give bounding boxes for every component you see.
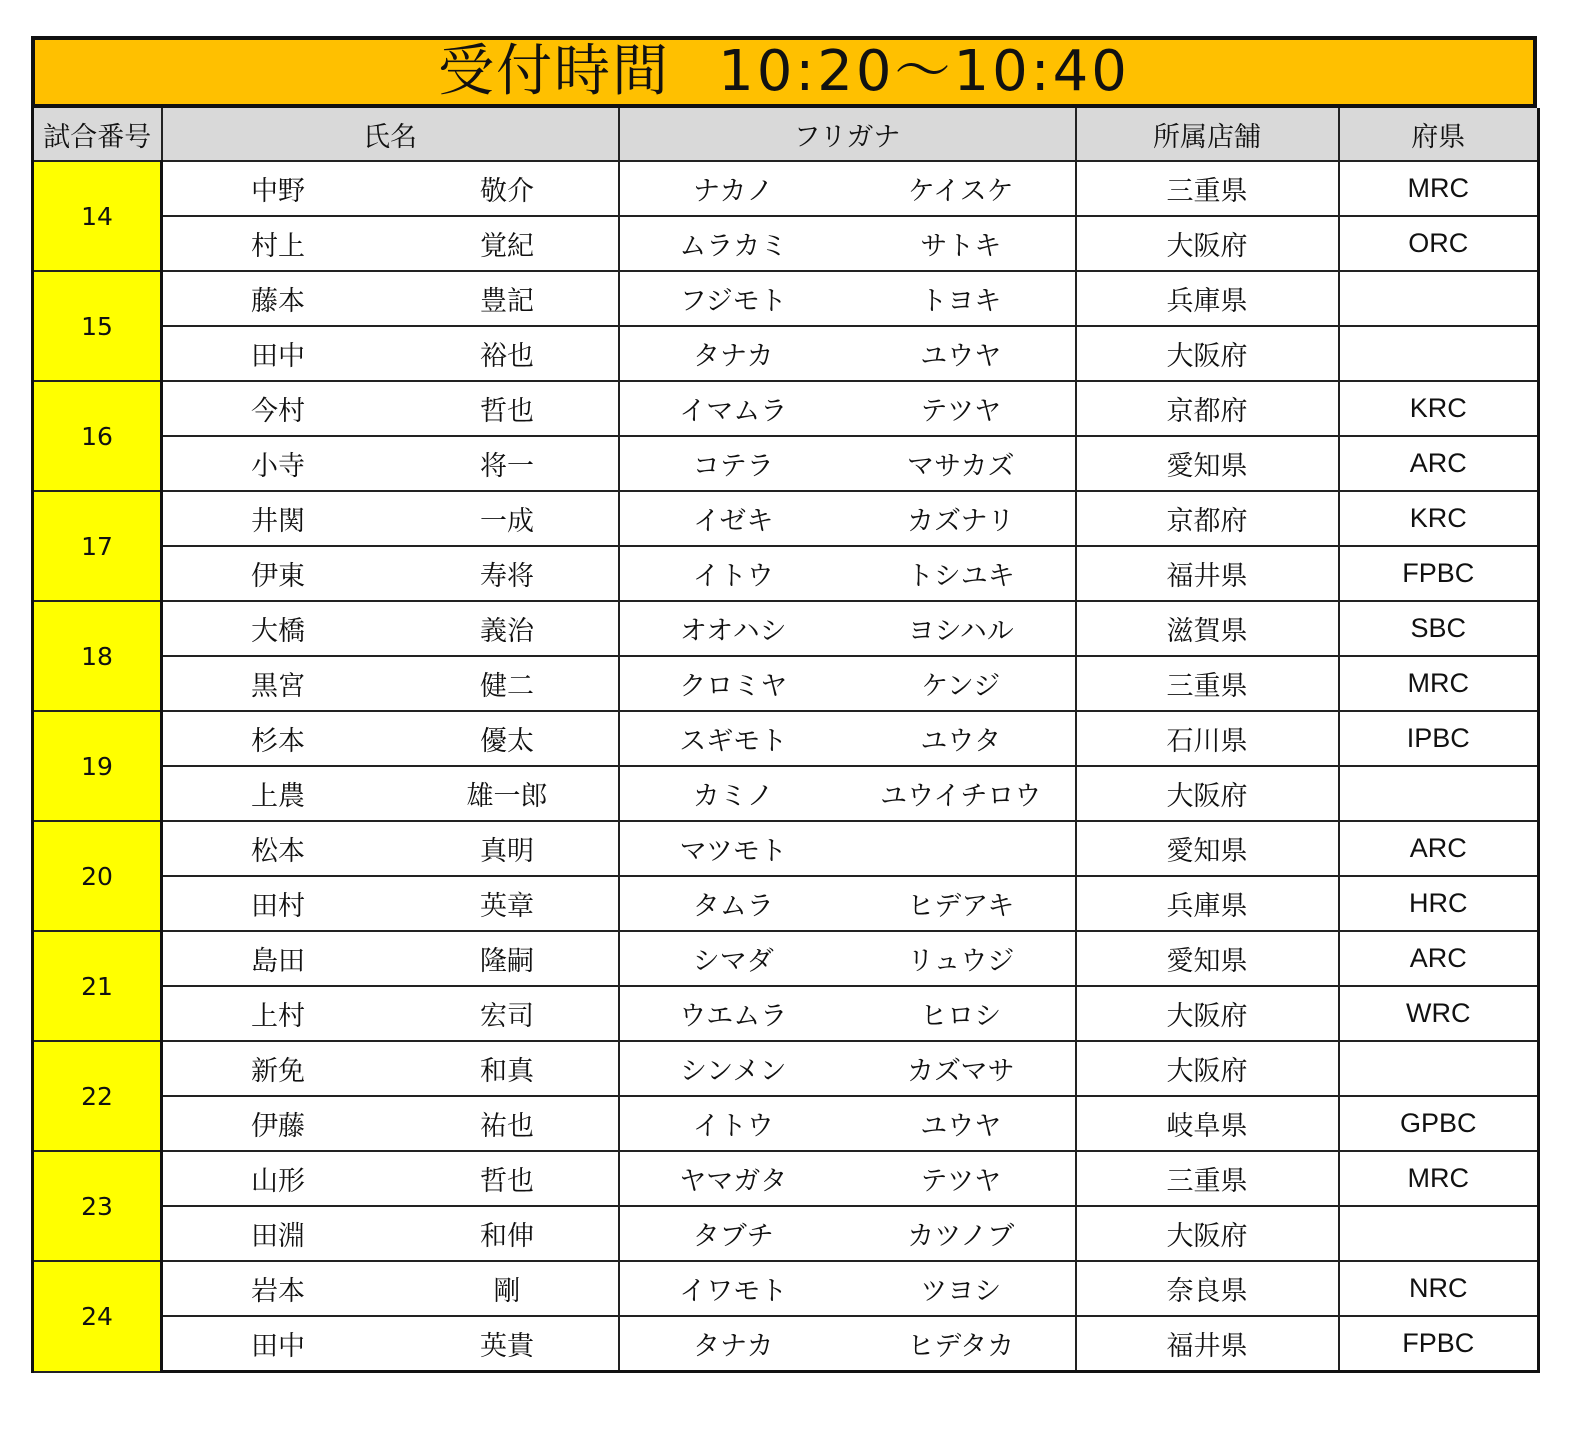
kana-given: テツヤ xyxy=(920,1166,1002,1197)
title-label: 受付時間 xyxy=(438,39,671,104)
table-body xyxy=(33,161,1539,1372)
kana-given: ヒロシ xyxy=(920,1001,1002,1032)
table-row xyxy=(33,821,1539,876)
family-name: 田中 xyxy=(251,341,305,372)
table-row xyxy=(33,711,1539,766)
family-name: 新免 xyxy=(251,1056,305,1087)
kana-given: トヨキ xyxy=(920,286,1002,317)
table-row xyxy=(33,986,1539,1041)
given-name: 和真 xyxy=(480,1056,534,1087)
given-name: 和伸 xyxy=(480,1221,534,1252)
furigana-cell xyxy=(619,381,1076,436)
kana-family: スギモト xyxy=(679,726,788,757)
kana-family: コテラ xyxy=(692,451,774,482)
family-name: 井関 xyxy=(251,506,305,537)
given-name: 英貴 xyxy=(480,1331,534,1362)
furigana-cell xyxy=(619,766,1076,821)
name-cell xyxy=(162,1041,619,1096)
prefecture-cell: FPBC xyxy=(1339,546,1539,601)
prefecture-cell: SBC xyxy=(1339,601,1539,656)
given-name: 隆嗣 xyxy=(480,946,534,977)
family-name: 田中 xyxy=(251,1331,305,1362)
kana-family: タムラ xyxy=(692,891,774,922)
furigana-cell xyxy=(619,491,1076,546)
given-name: 敬介 xyxy=(480,176,534,207)
store-cell: 大阪府 xyxy=(1076,216,1339,271)
given-name: 健二 xyxy=(480,671,534,702)
prefecture-cell: NRC xyxy=(1339,1261,1539,1316)
name-cell xyxy=(162,656,619,711)
furigana-cell xyxy=(619,931,1076,986)
given-name: 英章 xyxy=(480,891,534,922)
family-name: 上農 xyxy=(251,781,305,812)
name-cell xyxy=(162,876,619,931)
furigana-cell xyxy=(619,271,1076,326)
prefecture-cell: HRC xyxy=(1339,876,1539,931)
kana-family: イワモト xyxy=(679,1276,788,1307)
furigana-cell xyxy=(619,821,1076,876)
prefecture-cell xyxy=(1339,326,1539,381)
prefecture-cell: FPBC xyxy=(1339,1316,1539,1372)
kana-family: シマダ xyxy=(692,946,774,977)
store-cell: 愛知県 xyxy=(1076,436,1339,491)
furigana-cell xyxy=(619,876,1076,931)
furigana-cell xyxy=(619,656,1076,711)
kana-given: ヒデアキ xyxy=(907,891,1015,922)
name-cell xyxy=(162,1316,619,1372)
prefecture-cell: ARC xyxy=(1339,436,1539,491)
match-number: 18 xyxy=(33,601,162,711)
kana-family: クロミヤ xyxy=(679,671,788,702)
name-cell xyxy=(162,986,619,1041)
name-cell xyxy=(162,491,619,546)
table-row xyxy=(33,436,1539,491)
family-name: 伊藤 xyxy=(251,1111,305,1142)
given-name: 剛 xyxy=(493,1276,521,1307)
given-name: 哲也 xyxy=(480,396,534,427)
name-cell xyxy=(162,711,619,766)
prefecture-cell: WRC xyxy=(1339,986,1539,1041)
kana-given: ケンジ xyxy=(921,671,1001,702)
kana-family: イゼキ xyxy=(693,506,774,537)
kana-family: マツモト xyxy=(679,836,787,867)
kana-given: マサカズ xyxy=(907,451,1015,482)
family-name: 伊東 xyxy=(251,561,305,592)
match-number: 24 xyxy=(33,1261,162,1372)
match-number: 20 xyxy=(33,821,162,931)
store-cell: 兵庫県 xyxy=(1076,271,1339,326)
kana-given: カツノブ xyxy=(907,1221,1015,1252)
kana-given: ユウタ xyxy=(920,726,1002,757)
kana-family: ウエムラ xyxy=(679,1001,788,1032)
name-cell xyxy=(162,161,619,216)
table-row xyxy=(33,656,1539,711)
furigana-cell xyxy=(619,1151,1076,1206)
header-furigana: フリガナ xyxy=(619,108,1076,161)
kana-given: ユウヤ xyxy=(920,1111,1002,1142)
table-row xyxy=(33,1261,1539,1316)
name-cell xyxy=(162,1206,619,1261)
reception-sheet xyxy=(31,36,1537,1373)
table-row xyxy=(33,326,1539,381)
given-name: 宏司 xyxy=(480,1001,534,1032)
kana-given: サトキ xyxy=(920,231,1002,262)
family-name: 黒宮 xyxy=(251,671,305,702)
kana-family: イトウ xyxy=(692,561,774,592)
kana-given: トシユキ xyxy=(906,561,1015,592)
store-cell: 岐阜県 xyxy=(1076,1096,1339,1151)
given-name: 雄一郎 xyxy=(466,781,548,812)
table-row xyxy=(33,161,1539,216)
name-cell xyxy=(162,1261,619,1316)
store-cell: 大阪府 xyxy=(1076,1041,1339,1096)
kana-given: テツヤ xyxy=(920,396,1002,427)
match-number: 21 xyxy=(33,931,162,1041)
family-name: 松本 xyxy=(251,836,305,867)
kana-given: ツヨシ xyxy=(920,1276,1002,1307)
store-cell: 滋賀県 xyxy=(1076,601,1339,656)
name-cell xyxy=(162,381,619,436)
entry-table xyxy=(31,108,1540,1373)
family-name: 田村 xyxy=(251,891,305,922)
given-name: 優太 xyxy=(480,726,534,757)
prefecture-cell: GPBC xyxy=(1339,1096,1539,1151)
kana-family: ヤマガタ xyxy=(679,1166,788,1197)
store-cell: 三重県 xyxy=(1076,161,1339,216)
name-cell xyxy=(162,436,619,491)
family-name: 藤本 xyxy=(251,286,305,317)
prefecture-cell: MRC xyxy=(1339,1151,1539,1206)
store-cell: 京都府 xyxy=(1076,491,1339,546)
kana-family: シンメン xyxy=(679,1056,787,1087)
store-cell: 福井県 xyxy=(1076,546,1339,601)
table-row xyxy=(33,216,1539,271)
kana-family: イトウ xyxy=(692,1111,774,1142)
family-name: 中野 xyxy=(251,176,305,207)
furigana-cell xyxy=(619,326,1076,381)
table-row xyxy=(33,601,1539,656)
kana-family: タナカ xyxy=(693,341,774,372)
table-row xyxy=(33,546,1539,601)
given-name: 覚紀 xyxy=(480,231,534,262)
header-row xyxy=(33,108,1539,161)
store-cell: 奈良県 xyxy=(1076,1261,1339,1316)
match-number: 23 xyxy=(33,1151,162,1261)
table-row xyxy=(33,491,1539,546)
store-cell: 福井県 xyxy=(1076,1316,1339,1372)
header-match: 試合番号 xyxy=(33,108,162,161)
kana-given xyxy=(847,829,1075,868)
furigana-cell xyxy=(619,601,1076,656)
table-row xyxy=(33,1096,1539,1151)
family-name: 小寺 xyxy=(251,451,305,482)
kana-given: ヒデタカ xyxy=(907,1331,1015,1362)
family-name: 村上 xyxy=(251,231,305,262)
title-time: 10:20～10:40 xyxy=(718,39,1130,104)
prefecture-cell: KRC xyxy=(1339,381,1539,436)
kana-given: カズマサ xyxy=(907,1056,1015,1087)
prefecture-cell: ARC xyxy=(1339,821,1539,876)
match-number: 17 xyxy=(33,491,162,601)
given-name: 祐也 xyxy=(480,1111,534,1142)
title-banner xyxy=(31,36,1537,108)
store-cell: 京都府 xyxy=(1076,381,1339,436)
store-cell: 三重県 xyxy=(1076,656,1339,711)
store-cell: 大阪府 xyxy=(1076,986,1339,1041)
store-cell: 大阪府 xyxy=(1076,326,1339,381)
store-cell: 大阪府 xyxy=(1076,766,1339,821)
kana-given: ユウヤ xyxy=(920,341,1002,372)
kana-given: ユウイチロウ xyxy=(880,781,1042,812)
store-cell: 三重県 xyxy=(1076,1151,1339,1206)
kana-given: ヨシハル xyxy=(907,616,1014,647)
prefecture-cell: KRC xyxy=(1339,491,1539,546)
given-name: 一成 xyxy=(480,506,534,537)
kana-family: ナカノ xyxy=(693,176,774,207)
table-row xyxy=(33,931,1539,986)
prefecture-cell xyxy=(1339,766,1539,821)
given-name: 真明 xyxy=(480,836,534,867)
match-number: 22 xyxy=(33,1041,162,1151)
family-name: 岩本 xyxy=(251,1276,305,1307)
kana-family: フジモト xyxy=(679,286,787,317)
prefecture-cell: ARC xyxy=(1339,931,1539,986)
given-name: 裕也 xyxy=(480,341,534,372)
kana-family: ムラカミ xyxy=(679,231,788,262)
table-row xyxy=(33,271,1539,326)
furigana-cell xyxy=(619,1096,1076,1151)
given-name: 豊記 xyxy=(480,286,534,317)
furigana-cell xyxy=(619,436,1076,491)
kana-family: オオハシ xyxy=(679,616,787,647)
furigana-cell xyxy=(619,711,1076,766)
table-row xyxy=(33,766,1539,821)
store-cell: 兵庫県 xyxy=(1076,876,1339,931)
furigana-cell xyxy=(619,161,1076,216)
given-name: 哲也 xyxy=(480,1166,534,1197)
prefecture-cell xyxy=(1339,1041,1539,1096)
furigana-cell xyxy=(619,986,1076,1041)
kana-family: タナカ xyxy=(693,1331,774,1362)
given-name: 義治 xyxy=(480,616,534,647)
table-row xyxy=(33,381,1539,436)
prefecture-cell: IPBC xyxy=(1339,711,1539,766)
name-cell xyxy=(162,271,619,326)
furigana-cell xyxy=(619,1041,1076,1096)
match-number: 15 xyxy=(33,271,162,381)
kana-family: イマムラ xyxy=(679,396,788,427)
furigana-cell xyxy=(619,216,1076,271)
kana-family: カミノ xyxy=(692,781,774,812)
family-name: 杉本 xyxy=(251,726,305,757)
store-cell: 石川県 xyxy=(1076,711,1339,766)
family-name: 島田 xyxy=(251,946,305,977)
name-cell xyxy=(162,766,619,821)
family-name: 今村 xyxy=(251,396,305,427)
name-cell xyxy=(162,326,619,381)
prefecture-cell xyxy=(1339,1206,1539,1261)
table-row xyxy=(33,1316,1539,1372)
header-prefecture: 府県 xyxy=(1339,108,1539,161)
family-name: 大橋 xyxy=(251,616,305,647)
name-cell xyxy=(162,821,619,876)
furigana-cell xyxy=(619,1206,1076,1261)
prefecture-cell: MRC xyxy=(1339,656,1539,711)
store-cell: 大阪府 xyxy=(1076,1206,1339,1261)
given-name: 寿将 xyxy=(480,561,534,592)
kana-given: ケイスケ xyxy=(907,176,1014,207)
name-cell xyxy=(162,1151,619,1206)
header-store: 所属店舗 xyxy=(1076,108,1339,161)
name-cell xyxy=(162,216,619,271)
given-name: 将一 xyxy=(480,451,534,482)
table-row xyxy=(33,1206,1539,1261)
table-row xyxy=(33,876,1539,931)
store-cell: 愛知県 xyxy=(1076,931,1339,986)
prefecture-cell: MRC xyxy=(1339,161,1539,216)
kana-given: カズナリ xyxy=(907,506,1015,537)
furigana-cell xyxy=(619,1261,1076,1316)
prefecture-cell: ORC xyxy=(1339,216,1539,271)
match-number: 19 xyxy=(33,711,162,821)
furigana-cell xyxy=(619,546,1076,601)
name-cell xyxy=(162,546,619,601)
header-name: 氏名 xyxy=(162,108,619,161)
furigana-cell xyxy=(619,1316,1076,1372)
store-cell: 愛知県 xyxy=(1076,821,1339,876)
name-cell xyxy=(162,931,619,986)
family-name: 上村 xyxy=(251,1001,305,1032)
match-number: 16 xyxy=(33,381,162,491)
kana-given: リュウジ xyxy=(907,946,1015,977)
name-cell xyxy=(162,601,619,656)
family-name: 田淵 xyxy=(251,1221,305,1252)
prefecture-cell xyxy=(1339,271,1539,326)
family-name: 山形 xyxy=(251,1166,305,1197)
kana-family: タブチ xyxy=(692,1221,774,1252)
table-row xyxy=(33,1151,1539,1206)
match-number: 14 xyxy=(33,161,162,271)
table-row xyxy=(33,1041,1539,1096)
name-cell xyxy=(162,1096,619,1151)
